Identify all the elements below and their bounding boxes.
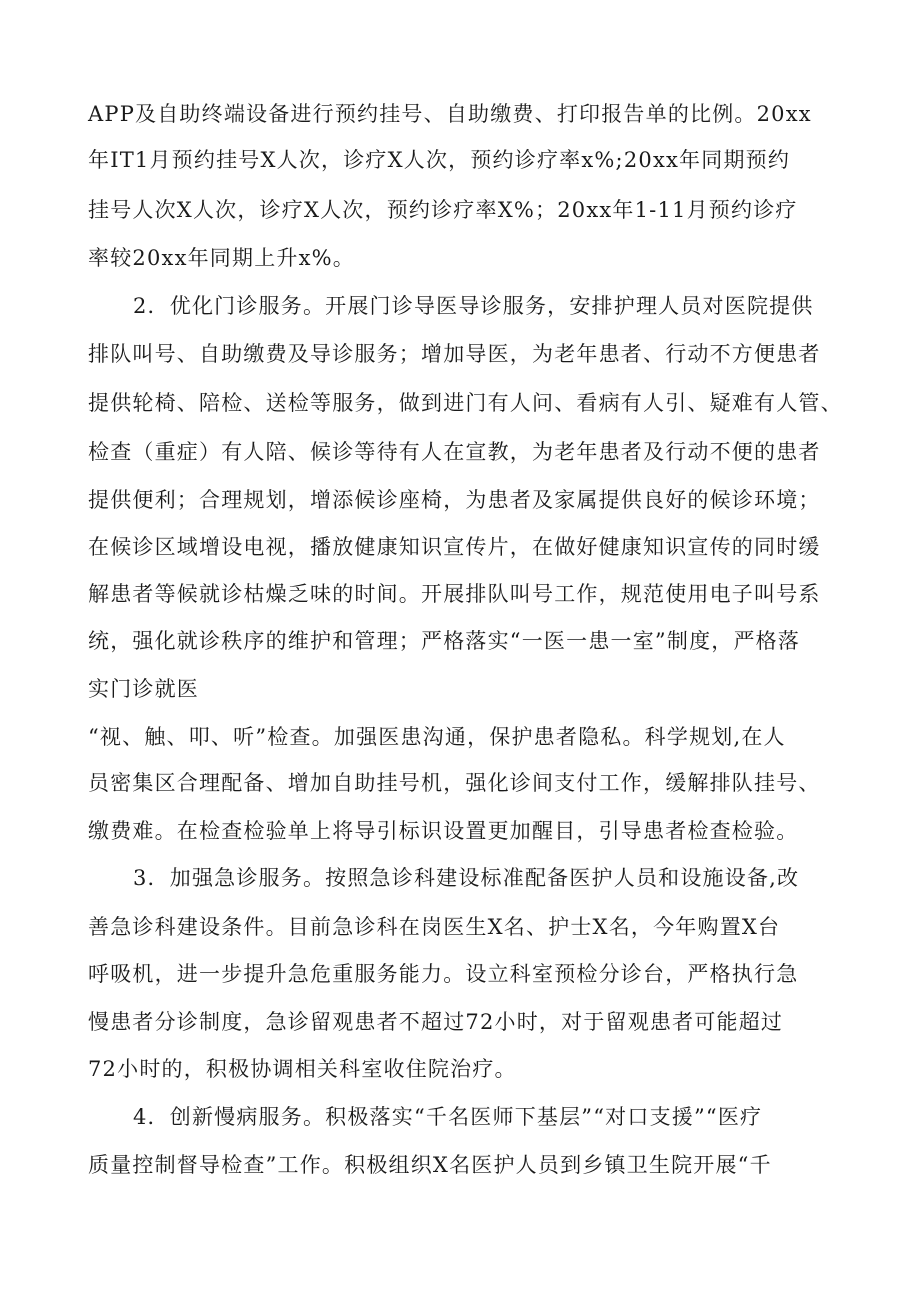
text-line: 提供轮椅、陪检、送检等服务，做到进门有人问、看病有人引、疑难有人管、 [88,391,843,415]
text-line: 呼吸机，进一步提升急危重服务能力。设立科室预检分诊台，严格执行急 [88,962,799,986]
text-line: 率较20xx年同期上升x%。 [88,246,356,270]
text-line: 善急诊科建设条件。目前急诊科在岗医生X名、护士X名，今年购置X台 [88,915,781,939]
text-line: 2．优化门诊服务。开展门诊导医导诊服务，安排护理人员对医院提供 [133,294,814,318]
text-line: 员密集区合理配备、增加自助挂号机，强化诊间支付工作，缓解排队挂号、 [88,771,821,795]
text-line: 3．加强急诊服务。按照急诊科建设标准配备医护人员和设施设备,改 [133,866,800,890]
text-line: 质量控制督导检查”工作。积极组织X名医护人员到乡镇卫生院开展“千 [88,1153,772,1177]
text-line: 慢患者分诊制度，急诊留观患者不超过72小时，对于留观患者可能超过 [88,1010,784,1034]
text-line: “视、触、叩、听”检查。加强医患沟通，保护患者隐私。科学规划,在人 [88,725,786,749]
text-line: APP及自助终端设备进行预约挂号、自助缴费、打印报告单的比例。20xx [88,102,812,126]
text-line: 实门诊就医 [88,677,199,701]
text-line: 72小时的，积极协调相关科室收住院治疗。 [88,1057,517,1081]
text-line: 检查（重症）有人陪、候诊等待有人在宣教，为老年患者及行动不便的患者 [88,440,821,464]
text-line: 年IT1月预约挂号X人次，诊疗X人次，预约诊疗率x%;20xx年同期预约 [88,148,791,172]
text-line: 排队叫号、自助缴费及导诊服务；增加导医，为老年患者、行动不方便患者 [88,342,821,366]
text-line: 在候诊区域增设电视，播放健康知识宣传片，在做好健康知识宣传的同时缓 [88,535,821,559]
text-line: 提供便利；合理规划，增添候诊座椅，为患者及家属提供良好的候诊环境； [88,488,821,512]
text-line: 解患者等候就诊枯燥乏味的时间。开展排队叫号工作，规范使用电子叫号系 [88,582,821,606]
text-line: 挂号人次X人次，诊疗X人次，预约诊疗率X%；20xx年1-11月预约诊疗 [88,198,798,222]
text-line: 4．创新慢病服务。积极落实“千名医师下基层”“对口支援”“医疗 [133,1105,763,1129]
text-line: 缴费难。在检查检验单上将导引标识设置更加醒目，引导患者检查检验。 [88,819,799,843]
text-line: 统，强化就诊秩序的维护和管理；严格落实“一医一患一室”制度，严格落 [88,629,801,653]
